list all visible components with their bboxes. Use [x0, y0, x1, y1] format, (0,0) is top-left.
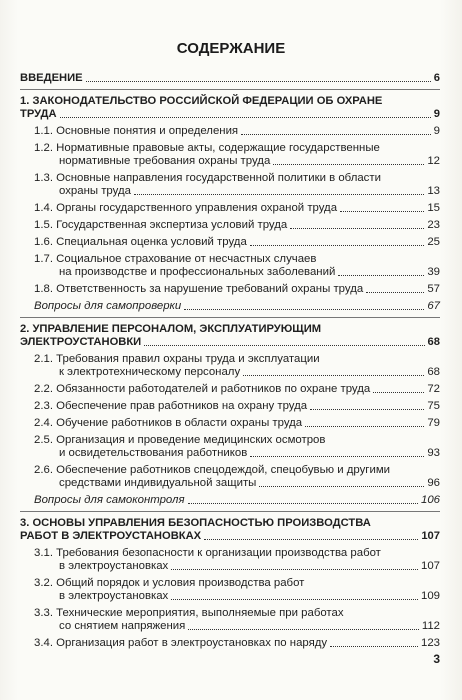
toc-page-number: 25 [427, 236, 440, 248]
dot-leader [250, 245, 425, 246]
toc-page-number: 68 [427, 366, 440, 378]
toc-page-number: 112 [421, 620, 440, 632]
toc-entry-row [34, 400, 440, 413]
dot-leader [273, 164, 424, 165]
toc-entry-text: и освидетельствования работников [59, 447, 248, 459]
toc-entry-text: нормативные требования охраны труда [59, 155, 271, 167]
dot-leader [310, 409, 424, 410]
toc-entry-text: 1.5. Государственная экспертиза условий труда [34, 219, 288, 231]
toc-entry-row [34, 637, 440, 650]
dot-leader [204, 539, 418, 540]
toc-entry [34, 464, 440, 490]
toc-entry-text: ТРУДА [20, 108, 57, 120]
dot-leader [241, 134, 431, 135]
toc-entry-row [34, 383, 440, 396]
toc-entry [34, 637, 440, 650]
page-number: 3 [433, 652, 440, 666]
toc-entry-text: 1.4. Органы государственного управления охраной труда [34, 202, 338, 214]
toc-entry [34, 353, 440, 379]
dot-leader [184, 309, 424, 310]
toc-entry-row [34, 620, 440, 633]
toc-entry [34, 577, 440, 603]
toc-entry [20, 517, 440, 543]
toc-entry [34, 125, 440, 138]
toc-page-number: 67 [427, 300, 440, 312]
toc-page-number: 79 [427, 417, 440, 429]
toc-entry-row [20, 72, 440, 85]
section-divider [20, 317, 440, 318]
toc-entry-text: Вопросы для самоконтроля [34, 494, 185, 506]
toc-entry-text: 3.3. Технические мероприятия, выполняемые при работах [34, 607, 344, 619]
dot-leader [330, 646, 418, 647]
toc-entry [34, 417, 440, 430]
toc-entry-row [34, 236, 440, 249]
toc-page-number: 106 [420, 494, 440, 506]
dot-leader [86, 81, 431, 82]
dot-leader [134, 194, 424, 195]
toc-entry [34, 202, 440, 215]
toc-page-number: 109 [420, 590, 440, 602]
toc-page-number: 75 [427, 400, 440, 412]
dot-leader [290, 228, 424, 229]
toc-entry [34, 547, 440, 573]
toc-entry-text: 2.2. Обязанности работодателей и работников по охране труда [34, 383, 371, 395]
toc-entry-text: 3.2. Общий порядок и условия производства работ [34, 577, 305, 589]
toc-entry-text: в электроустановках [59, 590, 169, 602]
table-of-contents [20, 72, 440, 650]
toc-entry-text: в электроустановках [59, 560, 169, 572]
toc-entry-text: ЭЛЕКТРОУСТАНОВКИ [20, 336, 142, 348]
dot-leader [243, 375, 424, 376]
toc-entry-row [34, 185, 440, 198]
toc-entry-text: 1.7. Социальное страхование от несчастных случаев [34, 253, 317, 265]
toc-entry [34, 400, 440, 413]
page-title: СОДЕРЖАНИЕ [176, 40, 286, 57]
toc-entry-text: ВВЕДЕНИЕ [20, 72, 83, 84]
dot-leader [250, 456, 424, 457]
toc-page-number: 15 [427, 202, 440, 214]
dot-leader [60, 117, 431, 118]
toc-page-number: 57 [427, 283, 440, 295]
toc-entry-text: 2.1. Требования правил охраны труда и эксплуатации [34, 353, 320, 365]
toc-page-number: 107 [420, 560, 440, 572]
dot-leader [340, 211, 424, 212]
toc-entry [34, 219, 440, 232]
toc-entry-text: 2.5. Организация и проведение медицинских осмотров [34, 434, 326, 446]
dot-leader [144, 345, 424, 346]
toc-page-number: 107 [421, 530, 440, 542]
toc-entry-text: 3.1. Требования безопасности к организации производства работ [34, 547, 381, 559]
toc-entry [34, 300, 440, 313]
dot-leader [171, 569, 418, 570]
toc-entry-row [20, 530, 440, 543]
toc-page-number: 68 [427, 336, 440, 348]
toc-entry-row [34, 266, 440, 279]
toc-page-number: 9 [433, 108, 440, 120]
toc-entry-text: 3.4. Организация работ в электроустановках по наряду [34, 637, 328, 649]
toc-entry-text: 2. УПРАВЛЕНИЕ ПЕРСОНАЛОМ, ЭКСПЛУАТИРУЮЩИМ [20, 323, 322, 335]
dot-leader [259, 486, 424, 487]
toc-entry-row [34, 300, 440, 313]
toc-entry [34, 253, 440, 279]
toc-page-number: 13 [427, 185, 440, 197]
toc-entry-text: 2.3. Обеспечение прав работников на охрану труда [34, 400, 308, 412]
toc-page-number: 96 [427, 477, 440, 489]
toc-entry-row [34, 447, 440, 460]
toc-entry [20, 95, 440, 121]
toc-entry-text: к электротехническому персоналу [59, 366, 241, 378]
toc-entry-text: охраны труда [59, 185, 131, 197]
dot-leader [171, 599, 418, 600]
toc-entry-text: 1.3. Основные направления государственной политики в области [34, 172, 381, 184]
toc-entry-text: 1.2. Нормативные правовые акты, содержащие государственные [34, 142, 380, 154]
dot-leader [188, 503, 418, 504]
toc-page-number: 23 [427, 219, 440, 231]
toc-entry [34, 172, 440, 198]
section-divider [20, 511, 440, 512]
toc-page-number: 72 [427, 383, 440, 395]
toc-entry [34, 283, 440, 296]
toc-entry-text: 2.6. Обеспечение работников спецодеждой, спецобувью и другими [34, 464, 391, 476]
toc-entry-text: 2.4. Обучение работников в области охраны труда [34, 417, 303, 429]
toc-entry-row [34, 560, 440, 573]
toc-entry-row [34, 283, 440, 296]
toc-entry-text: 1.8. Ответственность за нарушение требований охраны труда [34, 283, 364, 295]
toc-entry-row [34, 590, 440, 603]
toc-entry-text: со снятием напряжения [59, 620, 186, 632]
toc-entry [34, 494, 440, 507]
toc-entry-row [34, 417, 440, 430]
toc-entry-row [34, 125, 440, 138]
toc-entry-row [34, 366, 440, 379]
toc-entry-row [34, 494, 440, 507]
section-divider [20, 89, 440, 90]
toc-entry-text: Вопросы для самопроверки [34, 300, 182, 312]
toc-entry [34, 383, 440, 396]
toc-page-number: 12 [427, 155, 440, 167]
toc-page-number: 9 [433, 125, 440, 137]
toc-entry-row [34, 155, 440, 168]
dot-leader [366, 292, 424, 293]
toc-entry-row [34, 477, 440, 490]
toc-entry-text: 3. ОСНОВЫ УПРАВЛЕНИЯ БЕЗОПАСНОСТЬЮ ПРОИЗВОДСТВА [20, 517, 371, 529]
toc-entry [34, 236, 440, 249]
toc-entry [34, 434, 440, 460]
toc-entry-text: средствами индивидуальной защиты [59, 477, 257, 489]
toc-entry-text: 1.1. Основные понятия и определения [34, 125, 239, 137]
toc-entry-row [20, 336, 440, 349]
toc-entry-row [34, 202, 440, 215]
toc-entry [20, 323, 440, 349]
toc-entry-row [20, 108, 440, 121]
toc-entry-text: 1.6. Специальная оценка условий труда [34, 236, 247, 248]
toc-entry-text: 1. ЗАКОНОДАТЕЛЬСТВО РОССИЙСКОЙ ФЕДЕРАЦИИ ОБ ОХРАНЕ [20, 95, 383, 107]
toc-entry [34, 142, 440, 168]
dot-leader [305, 426, 424, 427]
toc-entry [34, 607, 440, 633]
toc-page-number: 123 [420, 637, 440, 649]
toc-entry [20, 72, 440, 85]
toc-page-number: 39 [427, 266, 440, 278]
toc-page-number: 93 [427, 447, 440, 459]
toc-entry-row [34, 219, 440, 232]
dot-leader [373, 392, 424, 393]
dot-leader [338, 275, 424, 276]
toc-entry-text: на производстве и профессиональных заболеваний [59, 266, 336, 278]
toc-entry-text: РАБОТ В ЭЛЕКТРОУСТАНОВКАХ [20, 530, 202, 542]
dot-leader [188, 629, 418, 630]
toc-page-number: 6 [433, 72, 440, 84]
